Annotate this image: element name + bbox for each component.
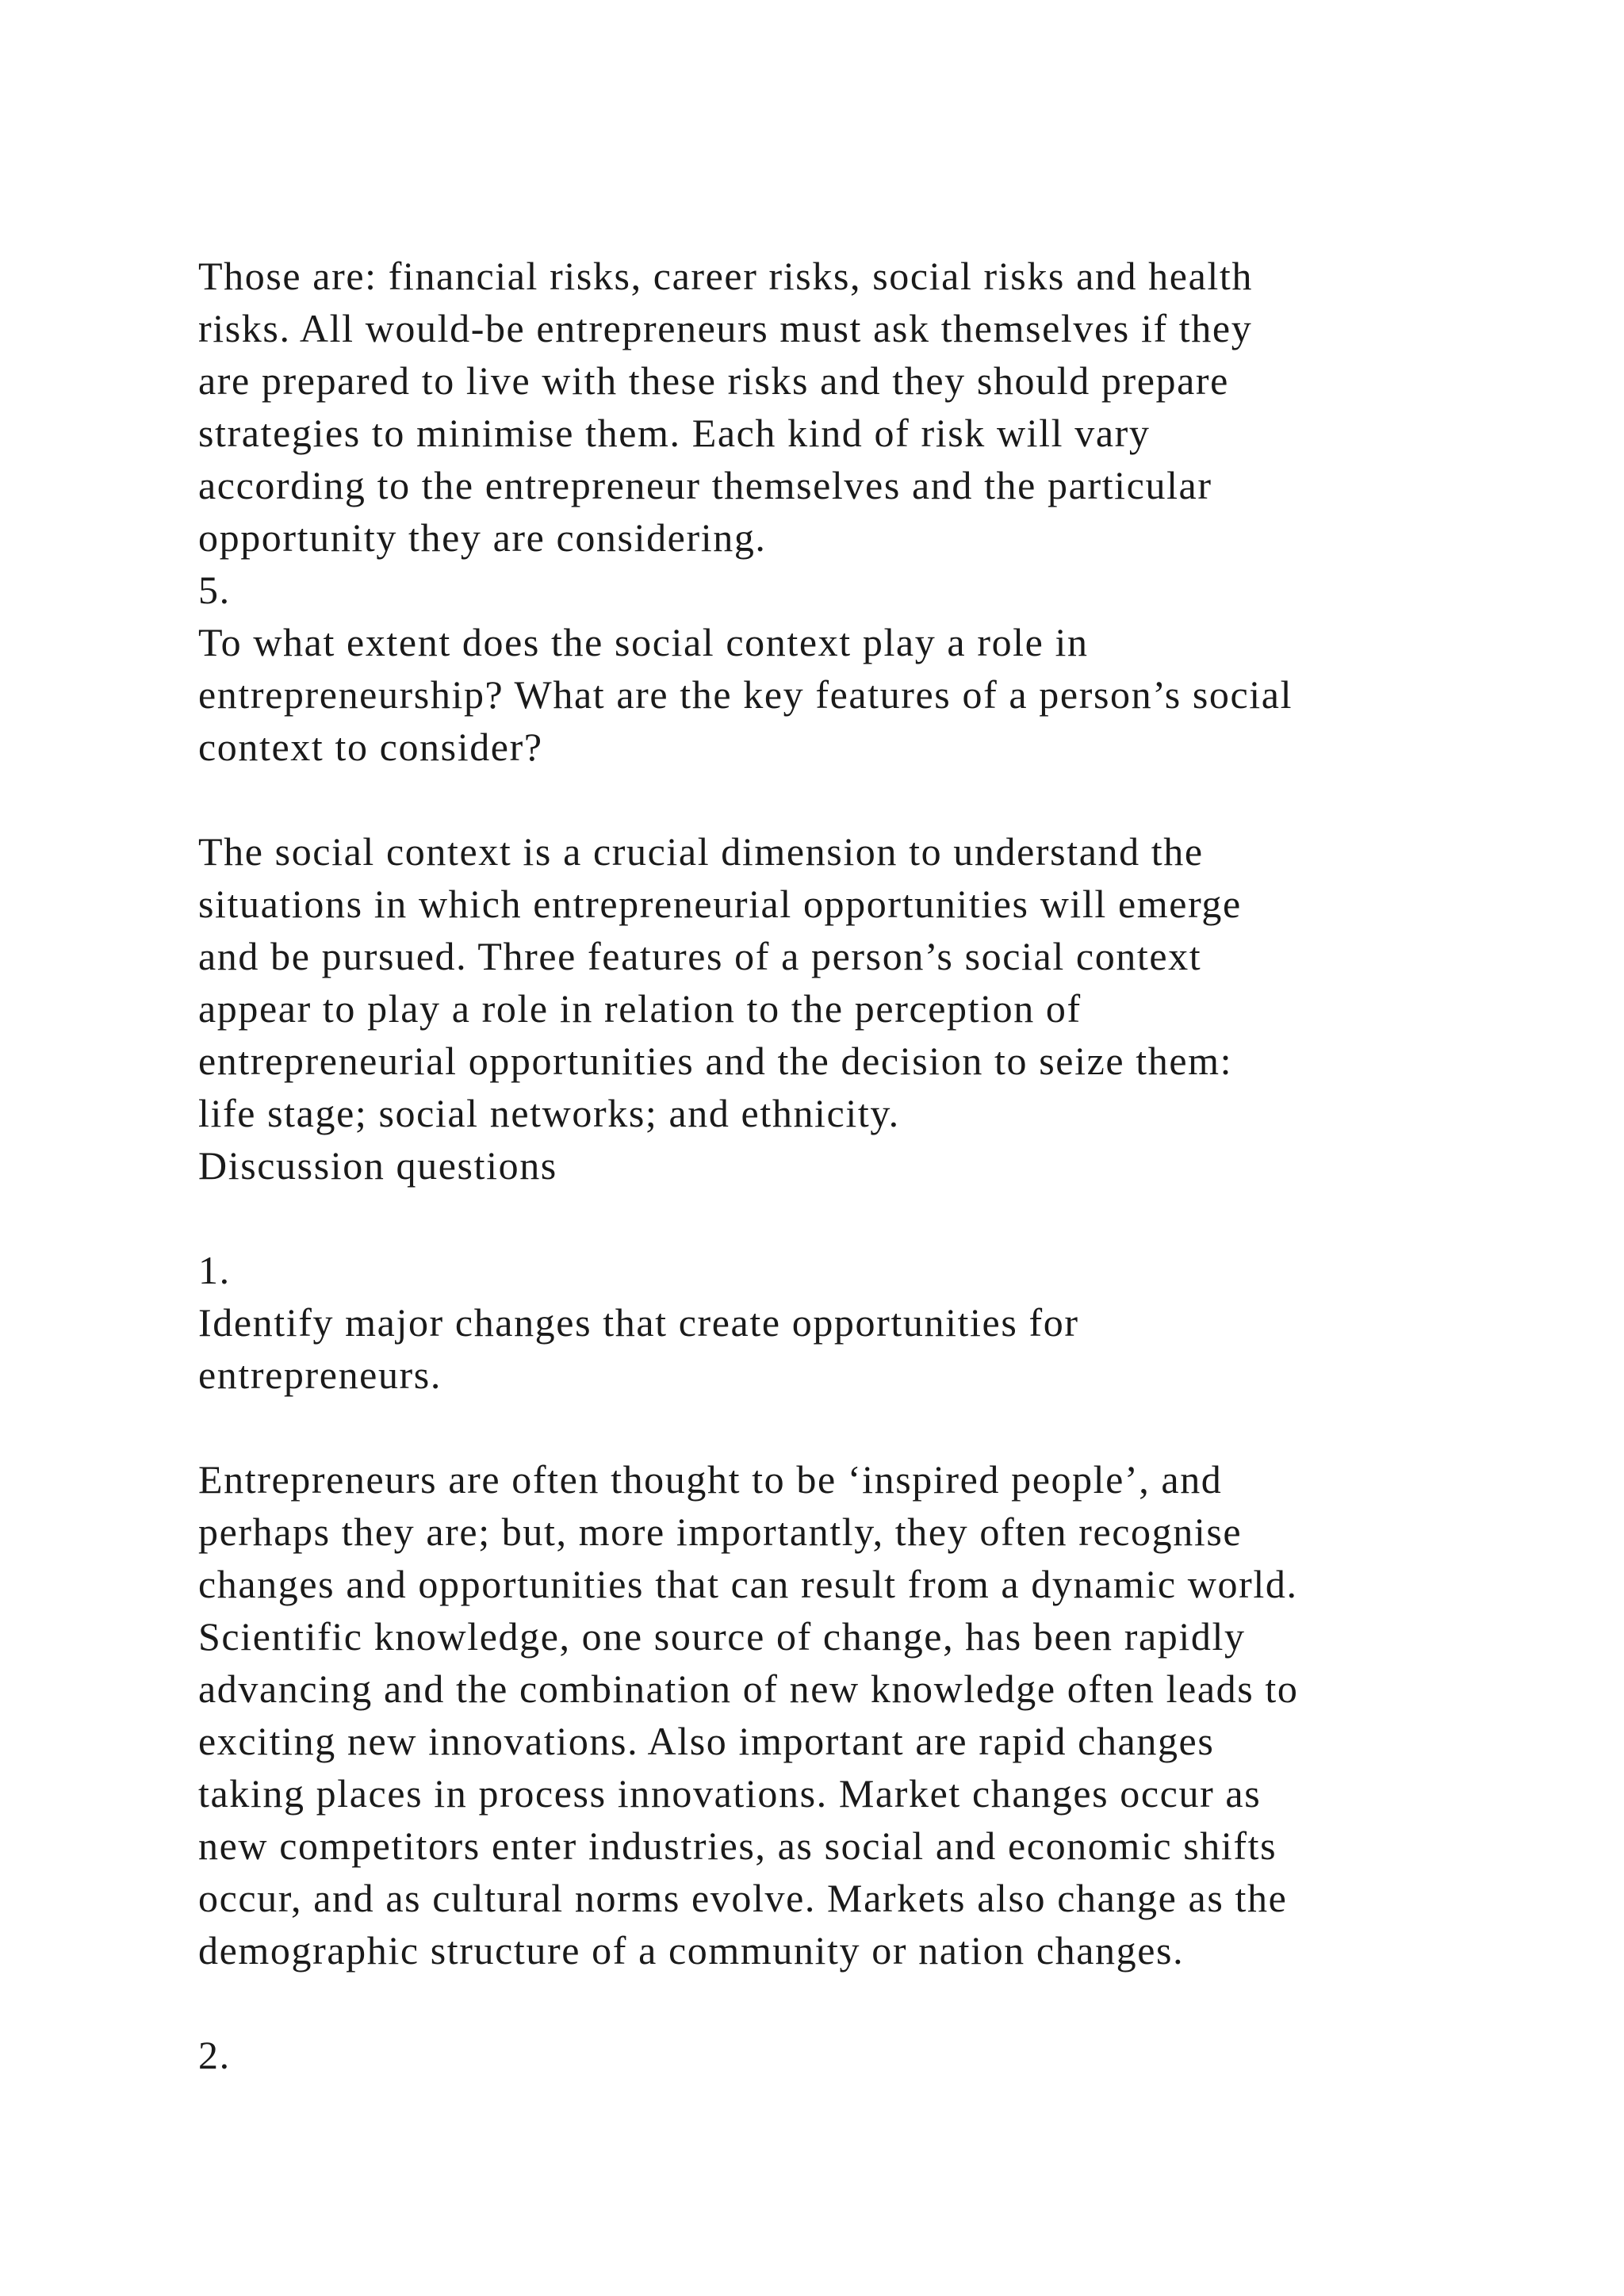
question-5-number: 5.: [198, 568, 231, 612]
text-line: appear to play a role in relation to the perception of: [198, 986, 1082, 1031]
text-line: To what extent does the social context play a role in: [198, 620, 1089, 664]
blank-line: [198, 1401, 1546, 1453]
discussion-1-question: [198, 1296, 1546, 1401]
text-line: taking places in process innovations. Market changes occur as: [198, 1771, 1262, 1816]
paragraph-risks: [198, 250, 1546, 564]
document-body: [198, 250, 1546, 2081]
text-line: entrepreneurs.: [198, 1353, 442, 1397]
text-line: demographic structure of a community or nation changes.: [198, 1928, 1185, 1973]
text-line: are prepared to live with these risks and they should prepare: [198, 358, 1229, 403]
text-line: The social context is a crucial dimension to understand the: [198, 829, 1204, 874]
text-line: context to consider?: [198, 725, 543, 769]
text-line: entrepreneurship? What are the key features of a person’s social: [198, 672, 1293, 717]
blank-line: [198, 1976, 1546, 2029]
text-line: occur, and as cultural norms evolve. Markets also change as the: [198, 1876, 1288, 1920]
text-line: perhaps they are; but, more importantly, they often recognise: [198, 1510, 1243, 1554]
discussion-1-number: 1.: [198, 1248, 231, 1292]
text-line: situations in which entrepreneurial opportunities will emerge: [198, 882, 1242, 926]
text-line: Those are: financial risks, career risks, social risks and health: [198, 254, 1253, 298]
text-line: strategies to minimise them. Each kind of risk will vary: [198, 411, 1151, 455]
question-5-answer: [198, 825, 1546, 1139]
text-line: new competitors enter industries, as social and economic shifts: [198, 1823, 1277, 1868]
blank-line: [198, 773, 1546, 825]
text-line: Entrepreneurs are often thought to be ‘inspired people’, and: [198, 1457, 1223, 1502]
text-line: risks. All would-be entrepreneurs must ask themselves if they: [198, 306, 1253, 350]
discussion-1-answer: [198, 1453, 1546, 1976]
text-line: advancing and the combination of new knowledge often leads to: [198, 1667, 1299, 1711]
text-line: Scientific knowledge, one source of change, has been rapidly: [198, 1614, 1246, 1659]
discussion-2-number: 2.: [198, 2033, 231, 2077]
text-line: changes and opportunities that can result from a dynamic world.: [198, 1562, 1298, 1606]
text-line: and be pursued. Three features of a person’s social context: [198, 934, 1202, 978]
text-line: according to the entrepreneur themselves and the particular: [198, 463, 1212, 507]
text-line: opportunity they are considering.: [198, 515, 767, 560]
text-line: exciting new innovations. Also important are rapid changes: [198, 1719, 1215, 1763]
blank-line: [198, 1192, 1546, 1244]
question-5-text: [198, 616, 1546, 773]
text-line: Identify major changes that create opportunities for: [198, 1300, 1079, 1345]
text-line: entrepreneurial opportunities and the decision to seize them:: [198, 1039, 1233, 1083]
section-heading: Discussion questions: [198, 1143, 557, 1188]
text-line: life stage; social networks; and ethnicity.: [198, 1091, 900, 1135]
